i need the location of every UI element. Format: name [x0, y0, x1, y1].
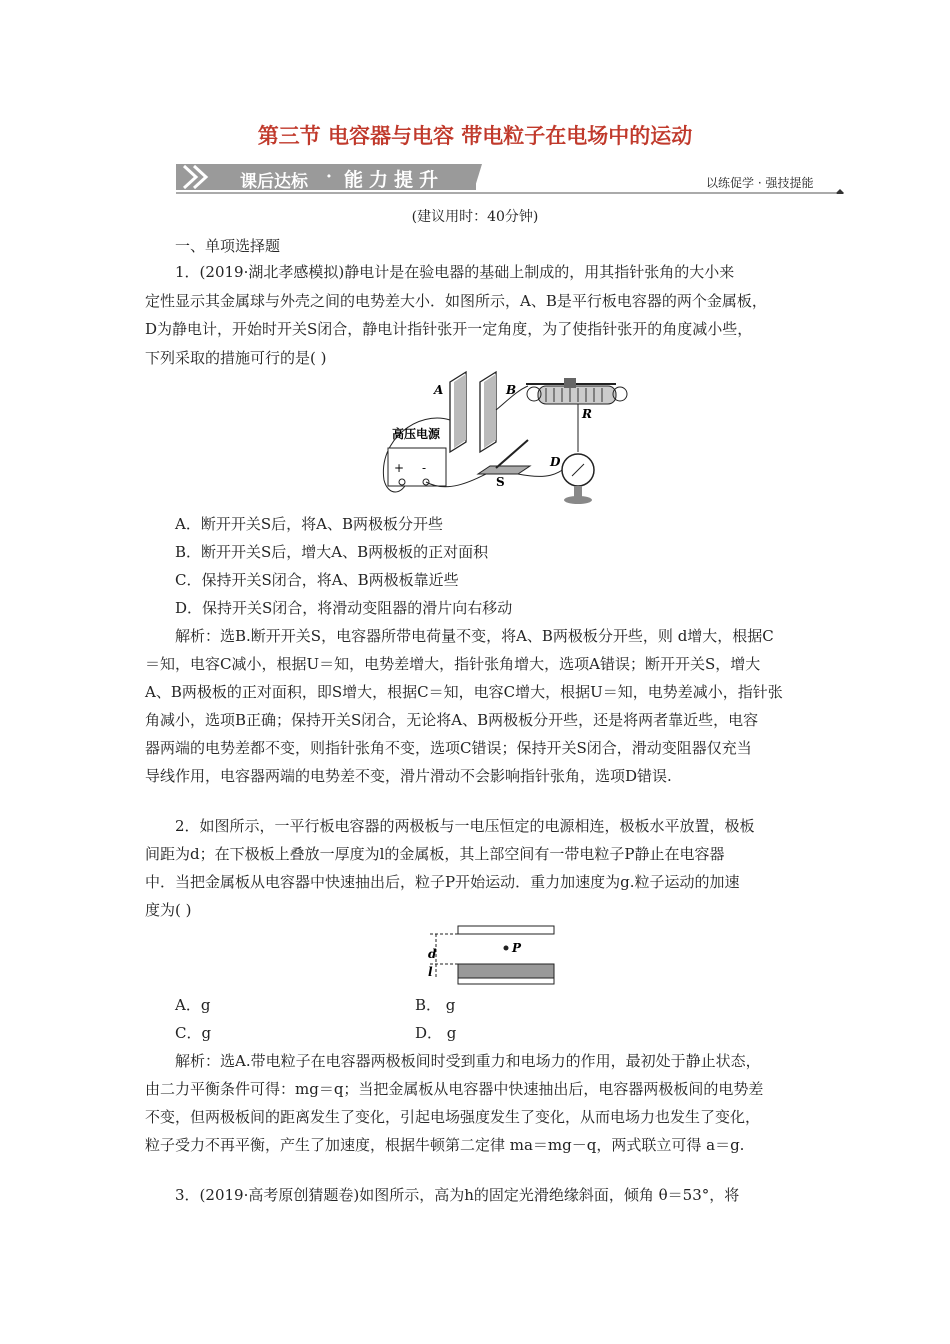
page-title: 第三节 电容器与电容 带电粒子在电场中的运动	[257, 124, 693, 148]
q1-solution-1: 解析：选B.断开开关S，电容器所带电荷量不变，将A、B两极板分开些，则 d增大，根据C	[175, 627, 774, 645]
q1-solution-5: 器两端的电势差都不变，则指针张角不变，选项C错误；保持开关S闭合，滑动变阻器仅充当	[145, 739, 752, 757]
q1-line-3: D为静电计，开始时开关S闭合，静电计指针张开一定角度，为了使指针张开的角度减小些，	[145, 320, 753, 338]
q2-solution-1: 解析：选A.带电粒子在电容器两极板间时受到重力和电场力的作用，最初处于静止状态，	[175, 1052, 761, 1070]
q2-option-a: A．g	[175, 996, 211, 1014]
q2-line-4: 度为( )	[145, 901, 192, 919]
switch-s	[478, 466, 530, 474]
label-l: l	[428, 965, 433, 979]
label-minus: -	[422, 461, 427, 475]
q1-option-a: A．断开开关S后，将A、B两极板分开些	[175, 515, 443, 533]
q1-option-b: B．断开开关S后，增大A、B两极板的正对面积	[175, 543, 489, 561]
banner-left-label: 课后达标	[240, 172, 308, 192]
q1-solution-6: 导线作用，电容器两端的电势差不变，滑片滑动不会影响指针张角，选项D错误.	[145, 767, 672, 785]
diamond-icon	[836, 189, 844, 194]
rheostat	[538, 386, 616, 404]
q2-line-1: 2．如图所示，一平行板电容器的两极板与一电压恒定的电源相连，极板水平放置，极板	[175, 817, 755, 835]
label-p: P	[512, 941, 522, 955]
label-d: D	[550, 455, 561, 469]
q3-line-1: 3．(2019·高考原创猜题卷)如图所示，高为h的固定光滑绝缘斜面，倾角 θ＝53°，将	[175, 1186, 740, 1204]
q2-capacitor-figure	[424, 924, 558, 986]
q2-solution-2: 由二力平衡条件可得：mg＝q；当把金属板从电容器中快速抽出后，电容器两极板间的电势差	[145, 1080, 764, 1098]
metal-slab	[458, 964, 554, 978]
q2-line-2: 间距为d；在下极板上叠放一厚度为l的金属板，其上部空间有一带电粒子P静止在电容器	[145, 845, 725, 863]
q1-line-1: 1．(2019·湖北孝感模拟)静电计是在验电器的基础上制成的，用其指针张角的大小来	[175, 263, 735, 281]
upper-plate	[458, 926, 554, 934]
banner-emphasis: 能力提升	[344, 169, 445, 191]
q1-line-4: 下列采取的措施可行的是( )	[145, 349, 327, 367]
label-s: S	[496, 475, 505, 489]
label-d2: d	[428, 947, 437, 961]
section-heading: 一、单项选择题	[175, 237, 281, 255]
q2-option-c: C．g	[175, 1024, 212, 1042]
q2-line-3: 中．当把金属板从电容器中快速抽出后，粒子P开始运动．重力加速度为g.粒子运动的加速	[145, 873, 740, 891]
label-plus: +	[394, 461, 405, 475]
label-a: A	[434, 383, 444, 397]
q1-solution-2: ＝知，电容C减小，根据U＝知，电势差增大，指针张角增大，选项A错误；断开开关S，增大	[145, 655, 761, 673]
q1-option-d: D．保持开关S闭合，将滑动变阻器的滑片向右移动	[175, 599, 513, 617]
q2-solution-3: 不变，但两极板间的距离发生了变化，引起电场强度发生了变化，从而电场力也发生了变化，	[145, 1108, 761, 1126]
q1-solution-3: A、B两极板的正对面积，即S增大，根据C＝知，电容C增大，根据U＝知，电势差减小，指针张	[145, 683, 783, 701]
label-source: 高压电源	[392, 427, 441, 441]
q1-circuit-figure	[378, 370, 634, 510]
particle-p	[504, 946, 509, 951]
label-b: B	[506, 383, 517, 397]
recommended-time: (建议用时：40分钟)	[411, 209, 539, 225]
banner-dot: ·	[326, 167, 332, 187]
q1-solution-4: 角减小，选项B正确；保持开关S闭合，无论将A、B两极板分开些，还是将两者靠近些，电容	[145, 711, 759, 729]
label-r: R	[582, 407, 592, 421]
banner-right-label: 以练促学 · 强技提能	[706, 176, 814, 190]
q2-option-d: D． g	[415, 1024, 457, 1042]
q2-solution-4: 粒子受力不再平衡，产生了加速度，根据牛顿第二定律 ma＝mg－q，两式联立可得 a＝g.	[145, 1136, 745, 1154]
q1-line-2: 定性显示其金属球与外壳之间的电势差大小．如图所示，A、B是平行板电容器的两个金属板，	[145, 292, 767, 310]
q1-option-c: C．保持开关S闭合，将A、B两极板靠近些	[175, 571, 459, 589]
q2-option-b: B． g	[415, 996, 456, 1014]
lower-plate	[458, 978, 554, 984]
